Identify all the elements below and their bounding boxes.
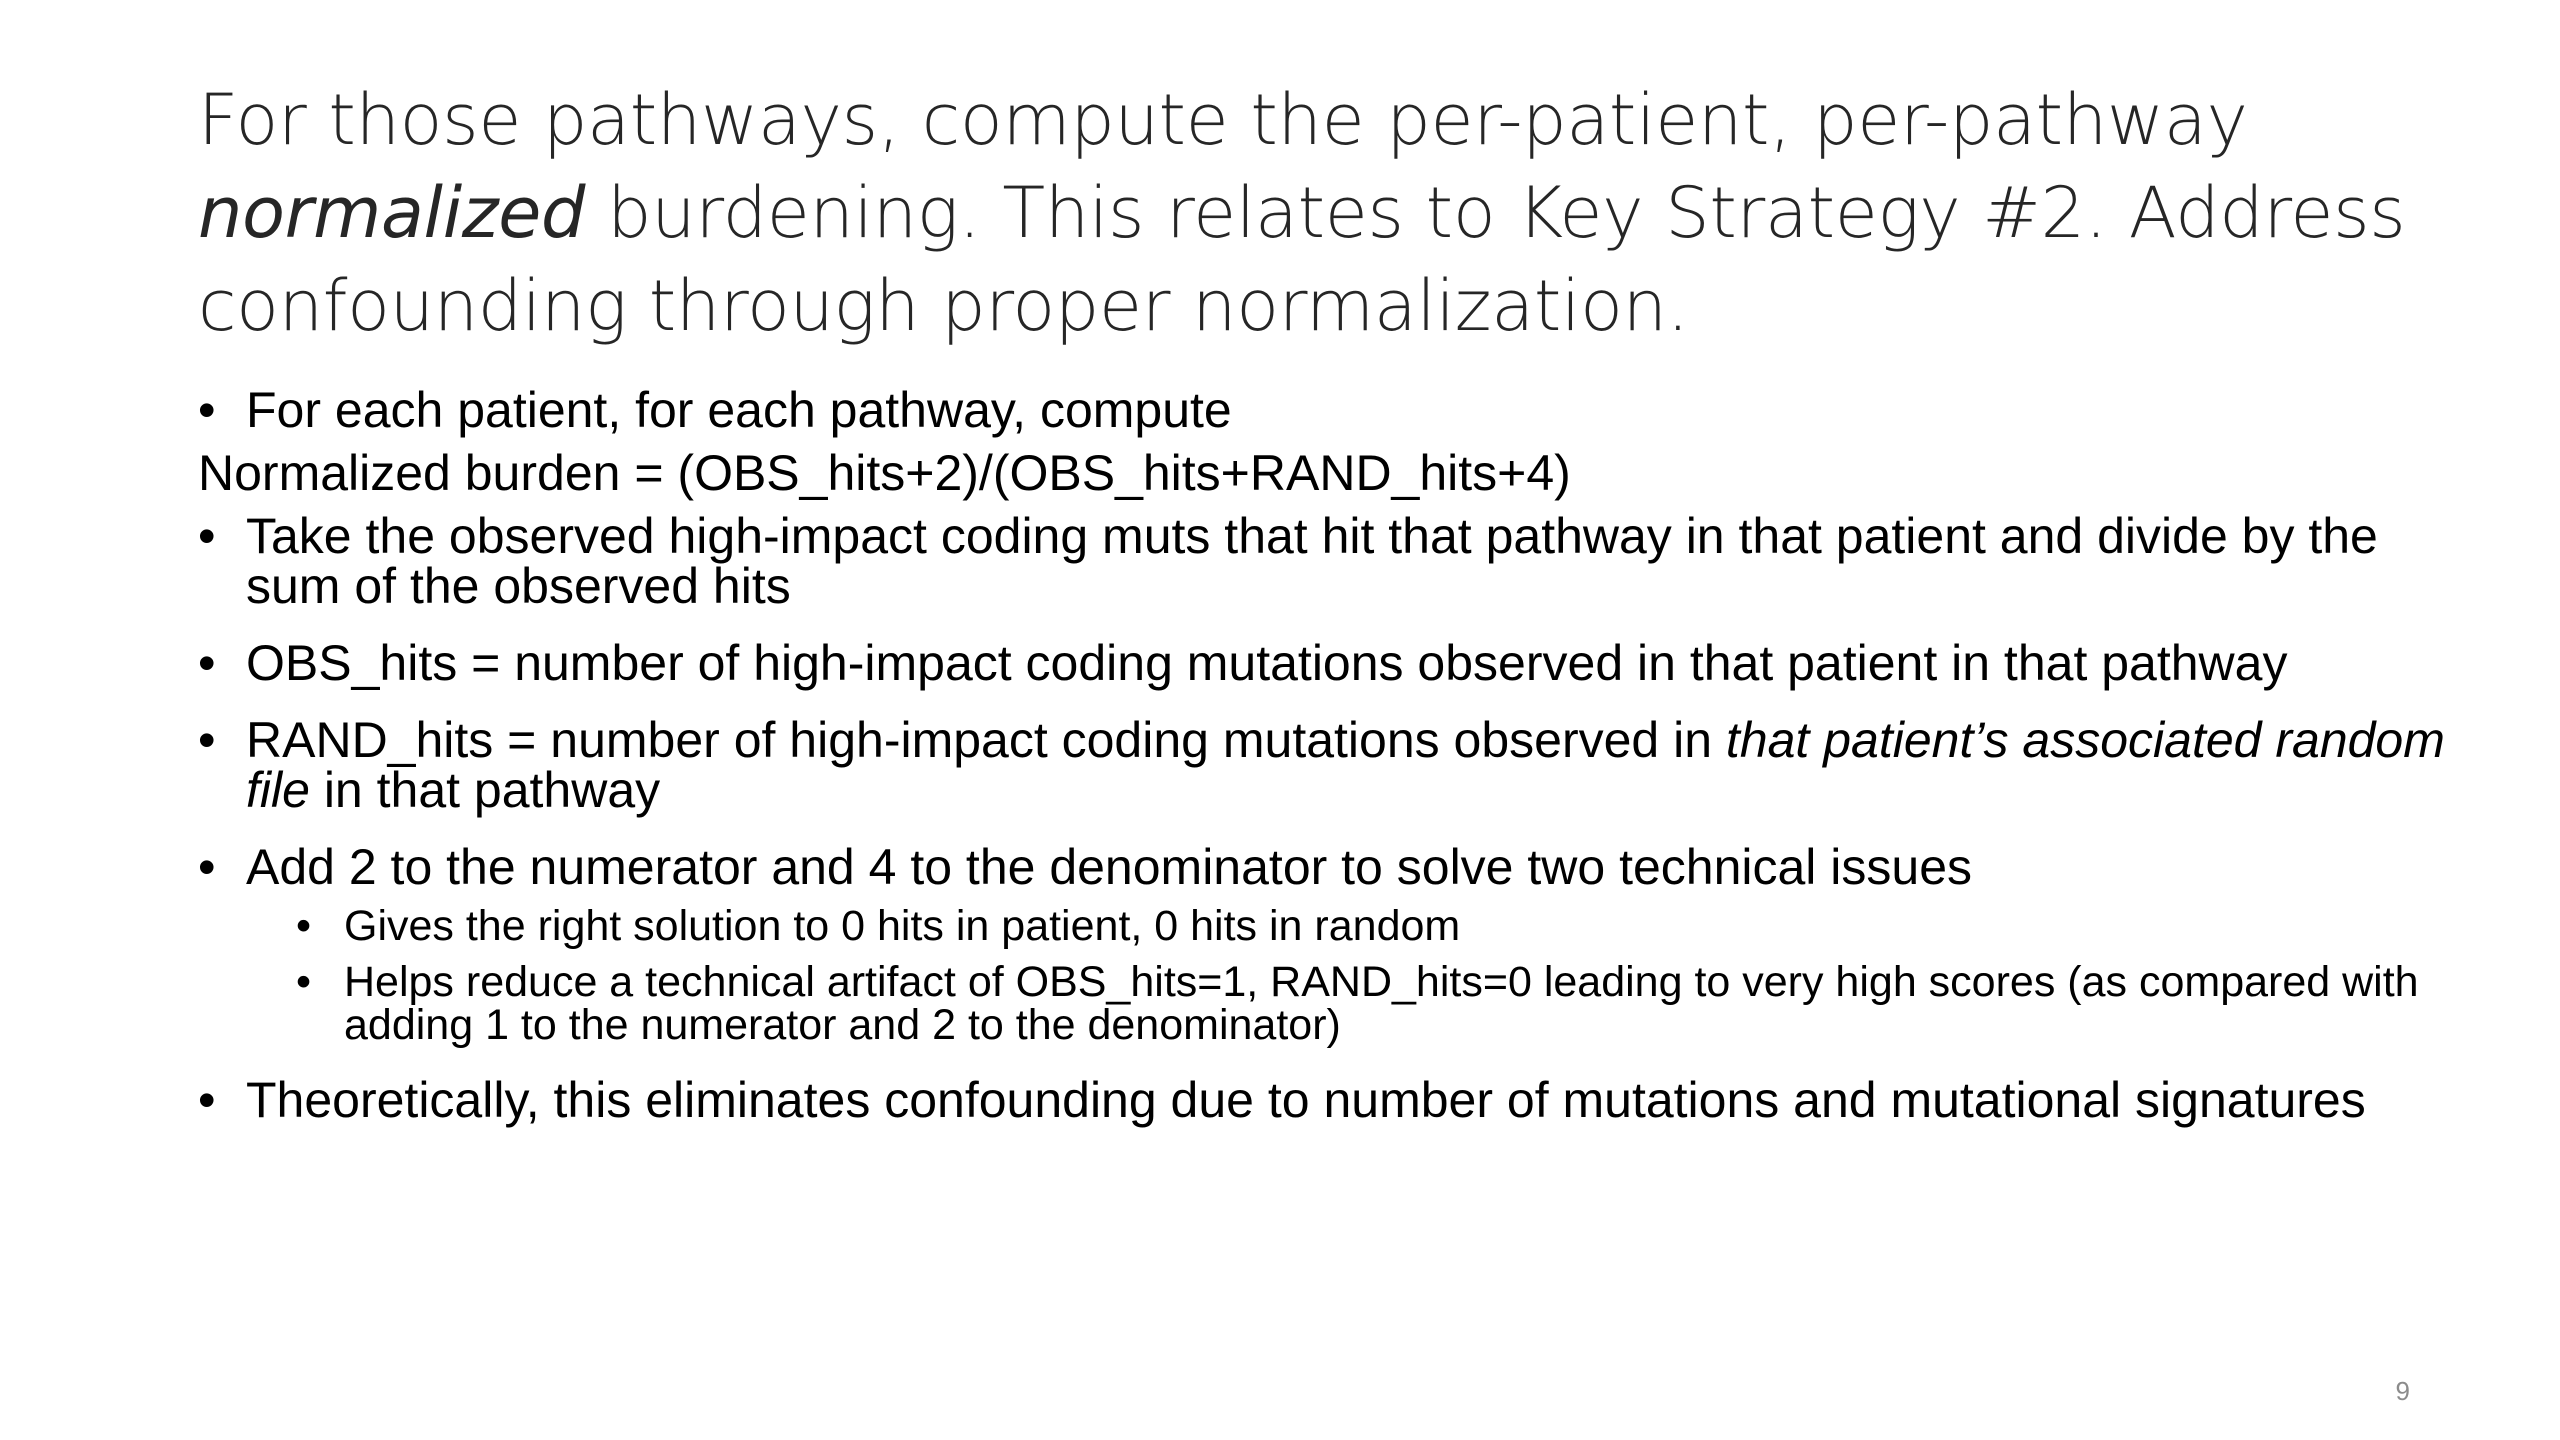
title-emphasis: normalized	[198, 172, 586, 254]
bullet-text: For each patient, for each pathway, compute	[246, 382, 1232, 438]
title-part-2: burdening. This relates to Key Strategy #2. Address confounding through proper normalization.	[198, 172, 2406, 347]
slide-body	[198, 382, 2448, 1128]
sub-bullet-item	[198, 902, 2448, 950]
bullet-item	[198, 508, 2448, 614]
bullet-item	[198, 839, 2448, 895]
bullet-text: Theoretically, this eliminates confounding due to number of mutations and mutational signatures	[246, 1072, 2366, 1128]
bullet-item	[198, 712, 2448, 818]
sub-bullet-item	[198, 958, 2448, 1049]
bullet-glyph: •	[198, 839, 216, 895]
bullet-text: OBS_hits = number of high-impact coding mutations observed in that patient in that pathway	[246, 635, 2288, 691]
bullet-item	[198, 635, 2448, 691]
title-part-1: For those pathways, compute the per-patient, per-pathway	[198, 79, 2248, 161]
bullet-glyph: •	[198, 1072, 216, 1128]
bullet-glyph: •	[198, 712, 216, 768]
bullet-item	[198, 382, 2448, 438]
formula-line	[198, 445, 2448, 501]
bullet-glyph: •	[198, 508, 216, 564]
sub-bullet-text: Helps reduce a technical artifact of OBS_hits=1, RAND_hits=0 leading to very high scores (as compared with adding 1 to the numerator and 2 to the denominator)	[344, 958, 2419, 1049]
slide-title	[198, 74, 2448, 353]
bullet-text: Add 2 to the numerator and 4 to the denominator to solve two technical issues	[246, 839, 1973, 895]
sub-bullet-glyph: •	[296, 902, 312, 950]
bullet-glyph: •	[198, 382, 216, 438]
bullet-text-before: RAND_hits = number of high-impact coding mutations observed in	[246, 712, 1726, 768]
bullet-text: Take the observed high-impact coding muts that hit that pathway in that patient and divide by the sum of the observed hits	[246, 508, 2378, 614]
formula-text: Normalized burden = (OBS_hits+2)/(OBS_hits+RAND_hits+4)	[198, 445, 1571, 501]
sub-bullet-glyph: •	[296, 958, 312, 1006]
bullet-item	[198, 1072, 2448, 1128]
bullet-text-after: in that pathway	[309, 762, 661, 818]
bullet-emphasis: that patient’s associated random file	[246, 712, 2445, 818]
page-number: 9	[2395, 1376, 2410, 1406]
bullet-glyph: •	[198, 635, 216, 691]
sub-bullet-text: Gives the right solution to 0 hits in patient, 0 hits in random	[344, 902, 1461, 950]
